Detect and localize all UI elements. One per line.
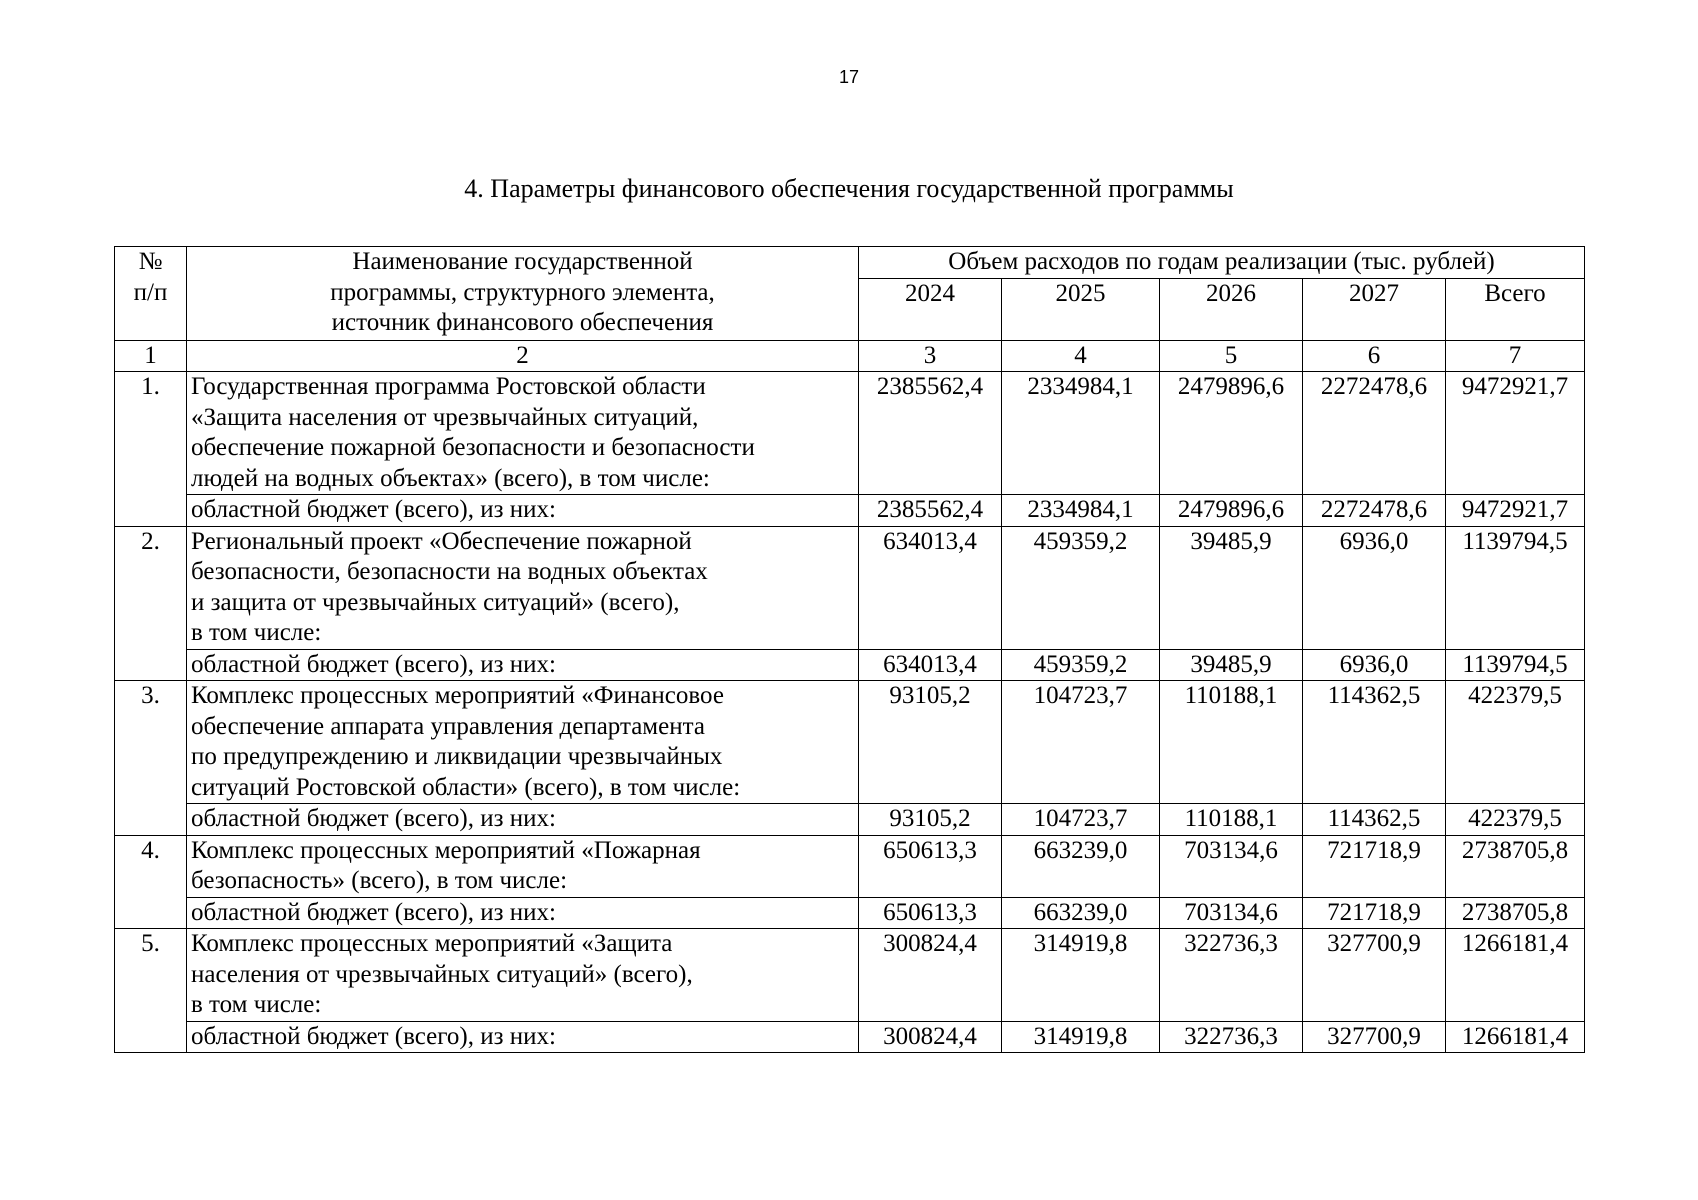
row-value: 93105,2 bbox=[859, 681, 1002, 804]
row-number: 1. bbox=[115, 372, 187, 527]
row-value: 459359,2 bbox=[1002, 526, 1160, 649]
row-value: 634013,4 bbox=[859, 526, 1002, 649]
column-number: 6 bbox=[1303, 340, 1446, 372]
subrow-name: областной бюджет (всего), из них: bbox=[187, 897, 859, 929]
subrow-value: 110188,1 bbox=[1160, 804, 1303, 836]
document-title: 4. Параметры финансового обеспечения государственной программы bbox=[464, 174, 1234, 203]
subrow-value: 39485,9 bbox=[1160, 649, 1303, 681]
subrow-value: 2738705,8 bbox=[1446, 897, 1585, 929]
table-body bbox=[115, 247, 1585, 1053]
table-row bbox=[115, 372, 1585, 495]
row-value: 2334984,1 bbox=[1002, 372, 1160, 495]
subrow-value: 650613,3 bbox=[859, 897, 1002, 929]
row-name: Государственная программа Ростовской области «Защита населения от чрезвычайных ситуаций, обеспечение пожарной безопасности и безопасности людей на водных объектах» (всего), в том числе: bbox=[187, 372, 859, 495]
subrow-value: 634013,4 bbox=[859, 649, 1002, 681]
subrow-value: 104723,7 bbox=[1002, 804, 1160, 836]
subrow-value: 93105,2 bbox=[859, 804, 1002, 836]
subrow-name: областной бюджет (всего), из них: bbox=[187, 804, 859, 836]
subrow-value: 663239,0 bbox=[1002, 897, 1160, 929]
table-subrow bbox=[115, 495, 1585, 527]
row-value: 300824,4 bbox=[859, 929, 1002, 1022]
row-value: 327700,9 bbox=[1303, 929, 1446, 1022]
page-number: 17 bbox=[838, 67, 860, 87]
subrow-value: 2385562,4 bbox=[859, 495, 1002, 527]
subrow-value: 422379,5 bbox=[1446, 804, 1585, 836]
row-value: 322736,3 bbox=[1160, 929, 1303, 1022]
header-year-2027: 2027 bbox=[1303, 278, 1446, 340]
subrow-value: 2272478,6 bbox=[1303, 495, 1446, 527]
header-num: № п/п bbox=[115, 247, 187, 341]
column-number: 1 bbox=[115, 340, 187, 372]
subrow-value: 2334984,1 bbox=[1002, 495, 1160, 527]
row-value: 703134,6 bbox=[1160, 835, 1303, 897]
column-number: 7 bbox=[1446, 340, 1585, 372]
row-value: 650613,3 bbox=[859, 835, 1002, 897]
column-number: 5 bbox=[1160, 340, 1303, 372]
header-year-2025: 2025 bbox=[1002, 278, 1160, 340]
row-value: 6936,0 bbox=[1303, 526, 1446, 649]
header-expenses-group: Объем расходов по годам реализации (тыс. рублей) bbox=[859, 247, 1585, 279]
row-value: 39485,9 bbox=[1160, 526, 1303, 649]
row-value: 2272478,6 bbox=[1303, 372, 1446, 495]
row-number: 3. bbox=[115, 681, 187, 836]
subrow-value: 314919,8 bbox=[1002, 1021, 1160, 1053]
row-name: Комплекс процессных мероприятий «Защита населения от чрезвычайных ситуаций» (всего), в том числе: bbox=[187, 929, 859, 1022]
subrow-name: областной бюджет (всего), из них: bbox=[187, 649, 859, 681]
header-year-2026: 2026 bbox=[1160, 278, 1303, 340]
row-value: 2479896,6 bbox=[1160, 372, 1303, 495]
table-row bbox=[115, 526, 1585, 649]
subrow-value: 1139794,5 bbox=[1446, 649, 1585, 681]
table-row bbox=[115, 681, 1585, 804]
row-value: 104723,7 bbox=[1002, 681, 1160, 804]
row-value: 314919,8 bbox=[1002, 929, 1160, 1022]
row-value: 9472921,7 bbox=[1446, 372, 1585, 495]
subrow-value: 322736,3 bbox=[1160, 1021, 1303, 1053]
table-subrow bbox=[115, 804, 1585, 836]
row-value: 2385562,4 bbox=[859, 372, 1002, 495]
row-number: 2. bbox=[115, 526, 187, 681]
subrow-value: 703134,6 bbox=[1160, 897, 1303, 929]
column-number: 2 bbox=[187, 340, 859, 372]
subrow-value: 300824,4 bbox=[859, 1021, 1002, 1053]
table-row bbox=[115, 929, 1585, 1022]
row-value: 1139794,5 bbox=[1446, 526, 1585, 649]
row-number: 5. bbox=[115, 929, 187, 1053]
row-value: 110188,1 bbox=[1160, 681, 1303, 804]
table-row bbox=[115, 835, 1585, 897]
row-value: 1266181,4 bbox=[1446, 929, 1585, 1022]
subrow-value: 721718,9 bbox=[1303, 897, 1446, 929]
row-value: 663239,0 bbox=[1002, 835, 1160, 897]
column-number: 3 bbox=[859, 340, 1002, 372]
subrow-value: 327700,9 bbox=[1303, 1021, 1446, 1053]
subrow-value: 114362,5 bbox=[1303, 804, 1446, 836]
row-name: Региональный проект «Обеспечение пожарной безопасности, безопасности на водных объектах и защита от чрезвычайных ситуаций» (всего), в том числе: bbox=[187, 526, 859, 649]
subrow-value: 9472921,7 bbox=[1446, 495, 1585, 527]
column-numbers-row bbox=[115, 340, 1585, 372]
subrow-name: областной бюджет (всего), из них: bbox=[187, 495, 859, 527]
row-name: Комплекс процессных мероприятий «Пожарная безопасность» (всего), в том числе: bbox=[187, 835, 859, 897]
row-value: 721718,9 bbox=[1303, 835, 1446, 897]
row-name: Комплекс процессных мероприятий «Финансовое обеспечение аппарата управления департамента по предупреждению и ликвидации чрезвычайных ситуаций Ростовской области» (всего), в том числе: bbox=[187, 681, 859, 804]
table-subrow bbox=[115, 897, 1585, 929]
row-number: 4. bbox=[115, 835, 187, 929]
subrow-value: 459359,2 bbox=[1002, 649, 1160, 681]
row-value: 422379,5 bbox=[1446, 681, 1585, 804]
header-year-2024: 2024 bbox=[859, 278, 1002, 340]
subrow-name: областной бюджет (всего), из них: bbox=[187, 1021, 859, 1053]
financing-table bbox=[114, 246, 1585, 1053]
table-subrow bbox=[115, 649, 1585, 681]
subrow-value: 1266181,4 bbox=[1446, 1021, 1585, 1053]
row-value: 2738705,8 bbox=[1446, 835, 1585, 897]
table-subrow bbox=[115, 1021, 1585, 1053]
row-value: 114362,5 bbox=[1303, 681, 1446, 804]
subrow-value: 6936,0 bbox=[1303, 649, 1446, 681]
column-number: 4 bbox=[1002, 340, 1160, 372]
subrow-value: 2479896,6 bbox=[1160, 495, 1303, 527]
header-total: Всего bbox=[1446, 278, 1585, 340]
header-name: Наименование государственной программы, структурного элемента, источник финансового обеспечения bbox=[187, 247, 859, 341]
header-row bbox=[115, 247, 1585, 279]
